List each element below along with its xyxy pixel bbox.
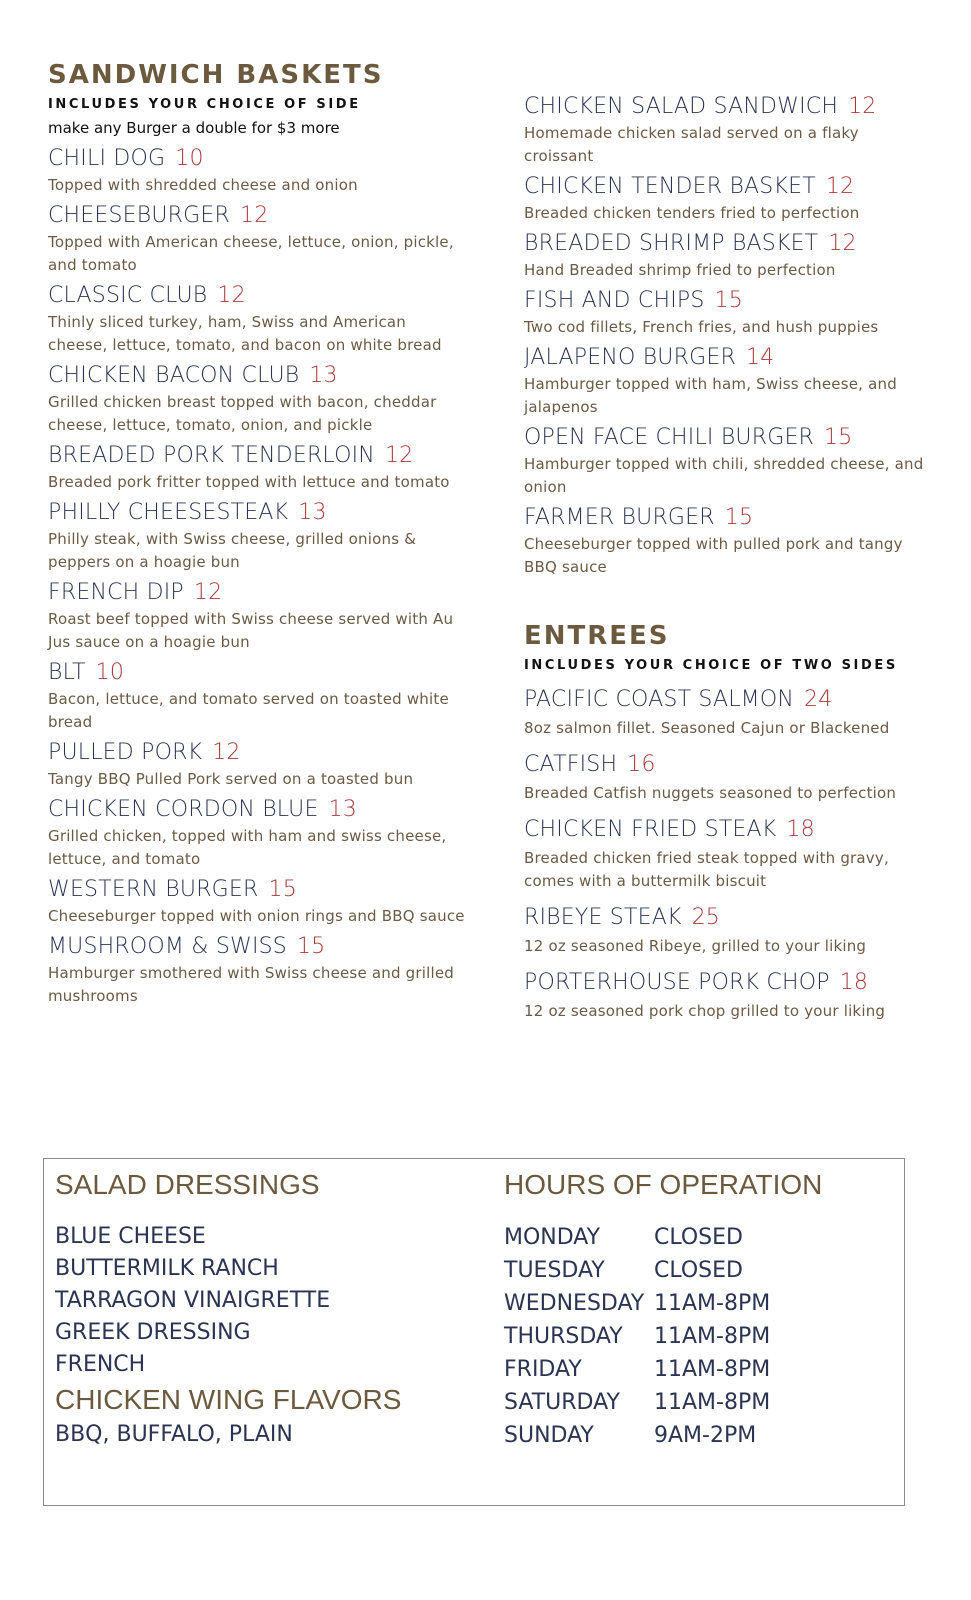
menu-item-description: Roast beef topped with Swiss cheese served with Au Jus sauce on a hoagie bun: [48, 610, 454, 651]
menu-item-heading: [524, 683, 924, 717]
hours-row: [504, 1386, 884, 1419]
hours-list: [504, 1221, 884, 1452]
menu-item-heading: [524, 901, 924, 935]
wing-flavors-title: CHICKEN WING FLAVORS: [55, 1384, 402, 1415]
wing-flavors-list: BBQ, BUFFALO, PLAIN: [55, 1422, 293, 1447]
menu-item-description: Hand Breaded shrimp fried to perfection: [524, 261, 836, 279]
menu-item-heading: [48, 738, 468, 768]
menu-item: [48, 281, 468, 357]
menu-item: [48, 738, 468, 791]
menu-item-price: 18: [839, 970, 869, 995]
menu-item: [524, 92, 924, 168]
menu-item-heading: [48, 795, 468, 825]
menu-item-heading: [524, 286, 924, 316]
menu-item-heading: [48, 498, 468, 528]
menu-item-heading: [524, 229, 924, 259]
menu-item-description: Hamburger topped with ham, Swiss cheese, and jalapenos: [524, 375, 897, 416]
entree-item-list: [524, 683, 924, 1023]
menu-item-price: 14: [745, 345, 775, 370]
menu-item-name: CHICKEN CORDON BLUE: [48, 797, 319, 822]
info-box: [43, 1158, 905, 1506]
menu-item-description: 12 oz seasoned pork chop grilled to your liking: [524, 1002, 886, 1020]
menu-item-price: 15: [296, 934, 326, 959]
hours-day: THURSDAY: [504, 1324, 623, 1349]
menu-item: [48, 875, 468, 928]
section-subtitle-entrees: INCLUDES YOUR CHOICE OF TWO SIDES: [524, 658, 898, 673]
menu-item-description: Cheeseburger topped with pulled pork and tangy BBQ sauce: [524, 535, 903, 576]
hours-time: 11AM-8PM: [654, 1324, 771, 1349]
hours-title: HOURS OF OPERATION: [504, 1169, 823, 1200]
menu-item-heading: [48, 578, 468, 608]
menu-item-name: JALAPENO BURGER: [524, 345, 736, 370]
menu-item: [524, 503, 924, 579]
menu-item: [48, 144, 468, 197]
menu-item-name: PORTERHOUSE PORK CHOP: [524, 970, 830, 995]
menu-item-name: CHICKEN TENDER BASKET: [524, 174, 816, 199]
menu-item-price: 10: [95, 660, 125, 685]
hours-time: CLOSED: [654, 1258, 743, 1283]
menu-item-heading: [48, 201, 468, 231]
menu-item-price: 25: [691, 905, 720, 930]
menu-item-name: BREADED SHRIMP BASKET: [524, 231, 819, 256]
menu-item-name: PACIFIC COAST SALMON: [524, 687, 795, 712]
dressings-title: SALAD DRESSINGS: [55, 1169, 320, 1200]
hours-panel: [504, 1165, 884, 1452]
right-column: [524, 92, 924, 1031]
menu-item-heading: [48, 441, 468, 471]
menu-item-description: Hamburger topped with chili, shredded cheese, and onion: [524, 455, 924, 496]
menu-item-price: 10: [175, 146, 204, 171]
hours-row: [504, 1221, 884, 1254]
menu-item-description: Breaded chicken tenders fried to perfection: [524, 204, 860, 222]
menu-item-price: 12: [825, 174, 855, 199]
menu-item: [524, 901, 924, 958]
hours-day: FRIDAY: [504, 1357, 582, 1382]
dressing-item: BLUE CHEESE: [55, 1224, 206, 1249]
hours-time: 9AM-2PM: [654, 1423, 757, 1448]
menu-item-price: 13: [298, 500, 327, 525]
menu-item-heading: [48, 281, 468, 311]
menu-item-price: 12: [240, 203, 269, 228]
menu-item: [48, 795, 468, 871]
menu-item: [524, 343, 924, 419]
menu-item-name: WESTERN BURGER: [48, 877, 259, 902]
menu-item-price: 24: [804, 687, 833, 712]
dressing-item: TARRAGON VINAIGRETTE: [55, 1288, 331, 1313]
hours-day: SUNDAY: [504, 1423, 594, 1448]
menu-item-description: Topped with American cheese, lettuce, onion, pickle, and tomato: [48, 233, 454, 274]
menu-item: [48, 498, 468, 574]
menu-item-price: 12: [848, 94, 877, 119]
sandwich-item-list: [48, 144, 468, 1008]
dressing-item: GREEK DRESSING: [55, 1320, 251, 1345]
menu-item-price: 16: [627, 752, 656, 777]
menu-item-heading: [524, 748, 924, 782]
menu-item-description: Bacon, lettuce, and tomato served on toasted white bread: [48, 690, 449, 731]
menu-item-heading: [48, 932, 468, 962]
menu-item: [524, 813, 924, 893]
menu-item-heading: [524, 92, 924, 122]
menu-item-price: 12: [828, 231, 857, 256]
sandwich-baskets-section: [48, 60, 468, 1012]
menu-item-description: Cheeseburger topped with onion rings and BBQ sauce: [48, 907, 465, 925]
menu-item-name: BLT: [48, 660, 86, 685]
menu-item-heading: [524, 503, 924, 533]
menu-item: [524, 229, 924, 282]
menu-item-description: Philly steak, with Swiss cheese, grilled onions & peppers on a hoagie bun: [48, 530, 417, 571]
menu-item-description: Breaded chicken fried steak topped with gravy, comes with a buttermilk biscuit: [524, 849, 889, 890]
menu-item: [524, 748, 924, 805]
dressing-item: BUTTERMILK RANCH: [55, 1256, 279, 1281]
menu-item-heading: [48, 144, 468, 174]
hours-row: [504, 1419, 884, 1452]
hours-time: CLOSED: [654, 1225, 743, 1250]
dressing-list: [55, 1221, 475, 1381]
hours-time: 11AM-8PM: [654, 1291, 771, 1316]
menu-item-description: Breaded Catfish nuggets seasoned to perfection: [524, 784, 897, 802]
menu-item-description: Hamburger smothered with Swiss cheese and grilled mushrooms: [48, 964, 454, 1005]
menu-item-name: MUSHROOM & SWISS: [48, 934, 287, 959]
hours-row: [504, 1287, 884, 1320]
menu-item-description: Tangy BBQ Pulled Pork served on a toasted bun: [48, 770, 414, 788]
hours-time: 11AM-8PM: [654, 1390, 771, 1415]
menu-item: [48, 441, 468, 494]
menu-item: [48, 201, 468, 277]
hours-day: WEDNESDAY: [504, 1291, 645, 1316]
menu-item-price: 13: [328, 797, 357, 822]
menu-item-name: FRENCH DIP: [48, 580, 184, 605]
menu-item-heading: [524, 172, 924, 202]
section-title-entrees: ENTREES: [524, 621, 670, 651]
menu-item-name: PHILLY CHEESESTEAK: [48, 500, 289, 525]
menu-item-description: Grilled chicken, topped with ham and swiss cheese, lettuce, and tomato: [48, 827, 447, 868]
menu-item-name: CHICKEN FRIED STEAK: [524, 817, 777, 842]
menu-item: [48, 658, 468, 734]
menu-item-heading: [48, 875, 468, 905]
menu-item: [48, 361, 468, 437]
menu-item-name: CHEESEBURGER: [48, 203, 230, 228]
menu-item-description: Topped with shredded cheese and onion: [48, 176, 358, 194]
double-burger-note: make any Burger a double for $3 more: [48, 119, 340, 137]
entrees-section: [524, 621, 924, 1023]
menu-item: [524, 286, 924, 339]
menu-item-name: RIBEYE STEAK: [524, 905, 682, 930]
menu-item-price: 12: [384, 443, 414, 468]
menu-item-name: CHICKEN BACON CLUB: [48, 363, 300, 388]
menu-item-description: Grilled chicken breast topped with bacon, cheddar cheese, lettuce, tomato, onion, and pickle: [48, 393, 437, 434]
menu-item-price: 18: [786, 817, 815, 842]
section-subtitle-sandwich: INCLUDES YOUR CHOICE OF SIDE: [48, 97, 361, 112]
menu-item-price: 15: [714, 288, 743, 313]
menu-item-description: Breaded pork fritter topped with lettuce and tomato: [48, 473, 450, 491]
dressing-item: FRENCH: [55, 1352, 146, 1377]
menu-item-heading: [524, 966, 924, 1000]
section-title-sandwich: SANDWICH BASKETS: [48, 60, 384, 90]
hours-day: TUESDAY: [504, 1258, 605, 1283]
menu-item-price: 13: [309, 363, 338, 388]
menu-item-price: 12: [193, 580, 223, 605]
hours-day: SATURDAY: [504, 1390, 620, 1415]
menu-item-price: 12: [217, 283, 246, 308]
menu-item: [48, 578, 468, 654]
hours-row: [504, 1254, 884, 1287]
menu-item-name: CLASSIC CLUB: [48, 283, 208, 308]
menu-item-heading: [524, 813, 924, 847]
menu-item-name: BREADED PORK TENDERLOIN: [48, 443, 375, 468]
menu-item-description: 8oz salmon fillet. Seasoned Cajun or Blackened: [524, 719, 890, 737]
menu-item: [524, 423, 924, 499]
menu-item: [524, 172, 924, 225]
hours-row: [504, 1353, 884, 1386]
menu-item-heading: [48, 361, 468, 391]
hours-time: 11AM-8PM: [654, 1357, 771, 1382]
dressings-panel: [55, 1165, 475, 1451]
menu-item-price: 15: [724, 505, 754, 530]
menu-item-name: CHILI DOG: [48, 146, 166, 171]
menu-item-name: FISH AND CHIPS: [524, 288, 705, 313]
sandwich-item-list-continued: [524, 92, 924, 579]
menu-item-price: 15: [268, 877, 297, 902]
menu-item: [48, 932, 468, 1008]
menu-item-name: CATFISH: [524, 752, 618, 777]
menu-item-heading: [524, 343, 924, 373]
hours-row: [504, 1320, 884, 1353]
menu-item-name: PULLED PORK: [48, 740, 203, 765]
menu-item-heading: [524, 423, 924, 453]
menu-item-description: 12 oz seasoned Ribeye, grilled to your liking: [524, 937, 867, 955]
menu-item: [524, 683, 924, 740]
menu-item-heading: [48, 658, 468, 688]
menu-item-description: Thinly sliced turkey, ham, Swiss and American cheese, lettuce, tomato, and bacon on white bread: [48, 313, 442, 354]
menu-item-name: CHICKEN SALAD SANDWICH: [524, 94, 839, 119]
menu-item-name: FARMER BURGER: [524, 505, 715, 530]
hours-day: MONDAY: [504, 1225, 601, 1250]
menu-item-description: Homemade chicken salad served on a flaky croissant: [524, 124, 859, 165]
menu-item-description: Two cod fillets, French fries, and hush puppies: [524, 318, 879, 336]
menu-item-price: 12: [212, 740, 241, 765]
menu-item: [524, 966, 924, 1023]
menu-item-name: OPEN FACE CHILI BURGER: [524, 425, 815, 450]
menu-item-price: 15: [824, 425, 853, 450]
